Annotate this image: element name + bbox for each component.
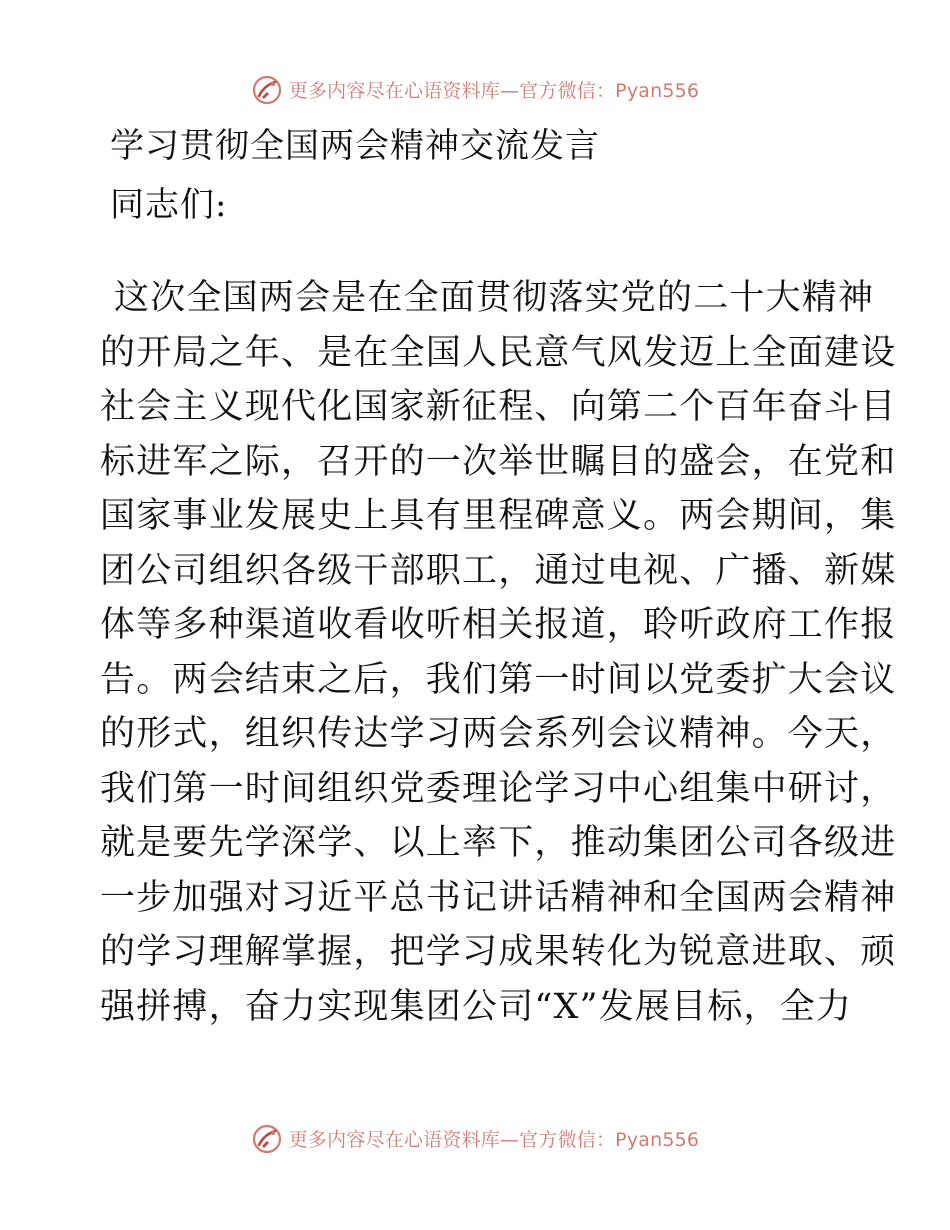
paragraph-line: 的形式，组织传达学习两会系列会议精神。今天， bbox=[100, 714, 897, 754]
paragraph-line: 这次全国两会是在全面贯彻落实党的二十大精神 bbox=[114, 278, 875, 318]
salutation: 同志们: bbox=[110, 185, 228, 225]
header-watermark bbox=[0, 68, 950, 112]
paragraph-line: 标进军之际，召开的一次举世瞩目的盛会，在党和 bbox=[100, 441, 897, 482]
paragraph-line: 社会主义现代化国家新征程、向第二个百年奋斗目 bbox=[100, 387, 897, 427]
document-title: 学习贯彻全国两会精神交流发言 bbox=[110, 126, 600, 166]
paragraph-line: 国家事业发展史上具有里程碑意义。两会期间，集 bbox=[100, 496, 897, 536]
body-paragraph bbox=[100, 271, 897, 1034]
watermark-text: 更多内容尽在心语资料库—官方微信：Pyan556 bbox=[288, 1128, 700, 1151]
paragraph-line: 告。两会结束之后，我们第一时间以党委扩大会议 bbox=[100, 659, 897, 700]
paragraph-line: 一步加强对习近平总书记讲话精神和全国两会精神 bbox=[100, 877, 897, 918]
paragraph-line: 的学习理解掌握，把学习成果转化为锐意进取、顽 bbox=[100, 932, 897, 972]
paragraph-line: 强拼搏，奋力实现集团公司“X”发展目标，全力 bbox=[100, 986, 853, 1027]
pen-logo-icon bbox=[251, 74, 283, 106]
paragraph-line: 我们第一时间组织党委理论学习中心组集中研讨， bbox=[100, 768, 897, 809]
pen-logo-icon bbox=[251, 1123, 283, 1155]
paragraph-line: 体等多种渠道收看收听相关报道，聆听政府工作报 bbox=[100, 605, 897, 645]
footer-watermark bbox=[0, 1117, 950, 1161]
watermark-text: 更多内容尽在心语资料库—官方微信：Pyan556 bbox=[288, 79, 700, 102]
paragraph-line: 就是要先学深学、以上率下，推动集团公司各级进 bbox=[100, 823, 897, 863]
paragraph-line: 的开局之年、是在全国人民意气风发迈上全面建设 bbox=[100, 332, 897, 373]
paragraph-line: 团公司组织各级干部职工，通过电视、广播、新媒 bbox=[100, 550, 897, 591]
